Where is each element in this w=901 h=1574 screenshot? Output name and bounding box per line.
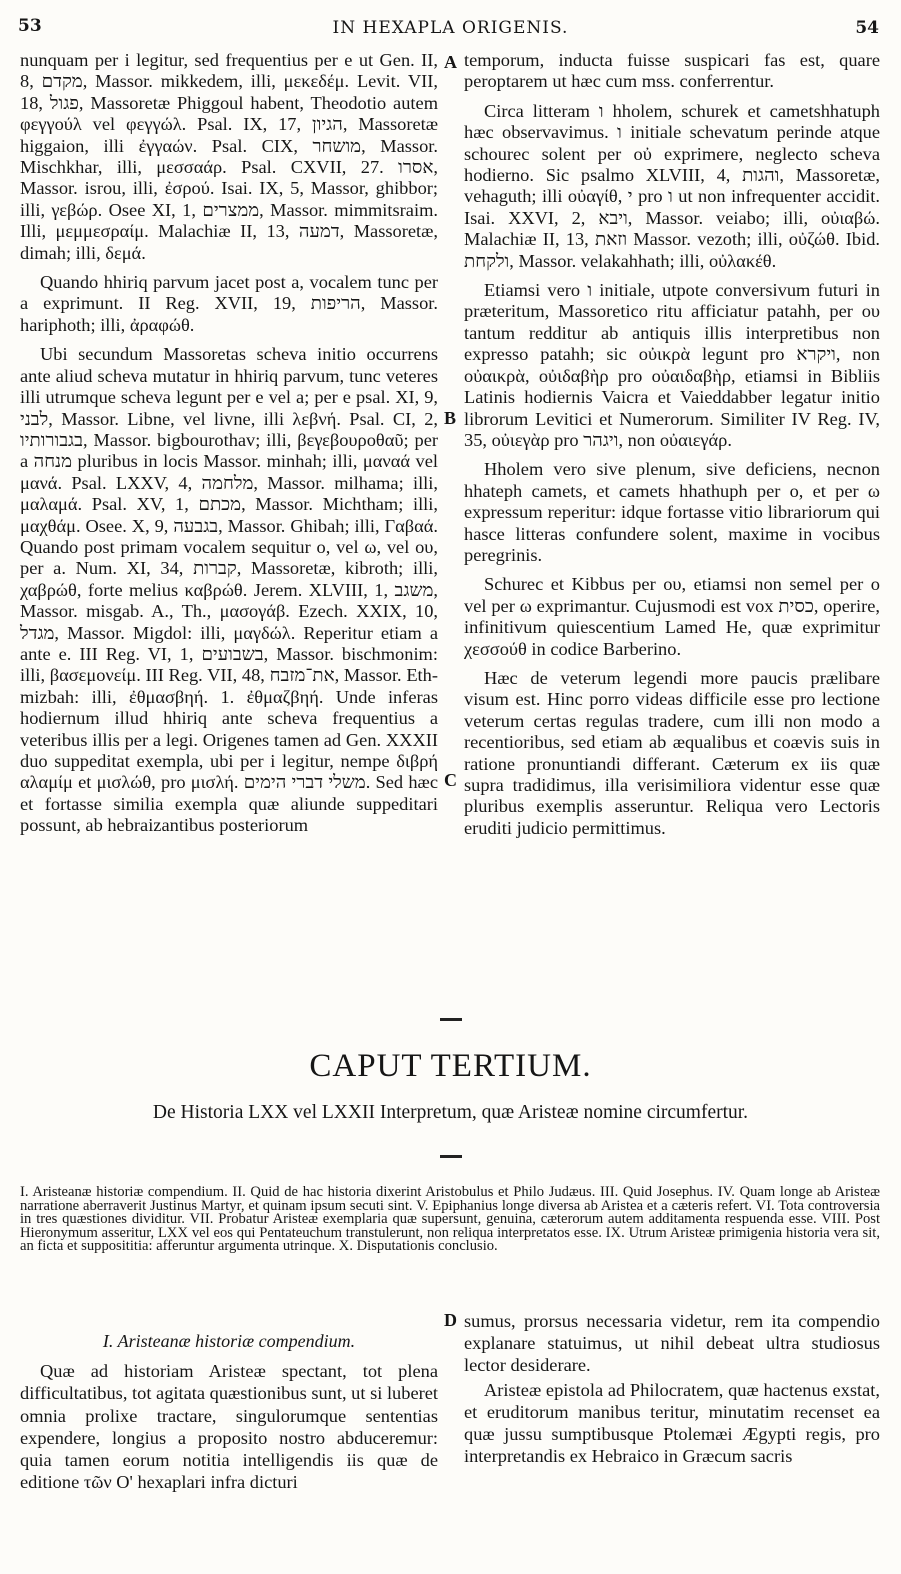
margin-mark-c: C (444, 770, 457, 790)
margin-mark-a: A (444, 52, 457, 72)
running-title: IN HEXAPLA ORIGENIS. (332, 18, 569, 38)
section-right-column (464, 1310, 880, 1469)
paragraph: Aristeæ epistola ad Philocratem, quæ hactenus exstat, et eruditorum manibus teritur, minutatim recenset ea quæ jussu sumptibusque Ptolemæi Ægypti regis, pro interpretandis ex Hebraico in Græcum sacris (464, 1379, 880, 1467)
chapter-subtitle: De Historia LXX vel LXXII Interpretum, quæ Aristeæ nomine circumfertur. (152, 1102, 749, 1123)
paragraph: sumus, prorsus necessaria videtur, rem ita compendio explanare statuimus, ut nihil debeat ultra studiosus lector desiderare. (464, 1311, 880, 1376)
page-number-right: 54 (855, 18, 879, 38)
paragraph: Ubi secundum Massoretas scheva initio occurrens ante aliud scheva mutatur in hhiriq parvum, tunc veteres illi utrumque scheva legunt per e vel a; per e psal. XI, 9, לבני, Massor. Libne, vel livne, illi λεβνή. Psal. CI, 2, בגבורותיו, Massor. bigbourothav; illi, βεγεβουροθαῦ; per a מנחה pluribus in locis Massor. minhah; illi, μαναά vel μανά. Psal. LXXV, 4, מלחמה, Massor. milhama; illi, μαλαμά. Psal. XV, 1, מכתם, Massor. Michtham; illi, μαχθάμ. Osee. X, 9, בגבעה, Massor. Ghibah; illi, Γαβαά. Quando post primam vocalem sequitur o, vel ω, vel ου, per a. Num. XI, 34, קברות, Massoretæ, kibroth; illi, χαβρώθ, forte melius καβρώθ. Jerem. XLVIII, 1, משגב, Massor. misgab. A., Th., μασογάβ. Ezech. XXIX, 10, מגדל, Massor. Migdol: illi, μαγδώλ. Reperitur etiam a ante e. III Reg. VI, 1, בשבועים, Massor. bischmonim: illi, βασεμονείμ. III Reg. VII, 48, את־מזבח, Massor. Eth-mizbah: illi, ἐθμασβηή. 1. ἐθμαζβηή. Unde inferas hodiernum illud hhiriq ante scheva frequentius a veteribus illis per a legi. Origenes tamen ad Gen. XXXII duo suppeditat exempla, ubi per i legitur, nempe διβρή αλαμίμ et μισλώθ, pro μισλή. משלי דברי הימים. Sed hæc et fortasse similia exempla quæ aliunde suppeditari possunt, ab hebraizantibus posteriorum (20, 344, 438, 836)
chapter-title: CAPUT TERTIUM. (309, 1048, 592, 1084)
paragraph: Schurec et Kibbus per ου, etiamsi non semel per o vel per ω exprimantur. Cujusmodi est vox כסית, operire, infinitivum quiescentium Lamed He, quæ exprimitur χεσσούθ in codice Barberino. (464, 574, 880, 659)
paragraph: temporum, inducta fuisse suspicari fas est, quare peroptarem ut hæc cum mss. conferrentur. (464, 50, 880, 92)
divider (440, 1018, 462, 1021)
margin-mark-b: B (444, 408, 457, 428)
paragraph: Quæ ad historiam Aristeæ spectant, tot plena difficultatibus, tot agitata quæstionibus sunt, ut si luberet omnia prolixe tractare, singulorumque sententias expendere, longius a proposito nostro abduceremur: quia tamen eorum notitia intelligendis iis quæ de editione τῶν Ο' hexaplari infra dicturi (20, 1361, 439, 1493)
paragraph: Etiamsi vero ו initiale, utpote conversivum futuri in præteritum, Massoretico ritu afficiatur patahh, per ου tantum redditur ab antiquis illis interpretibus non expresso patahh; sic οὐικρὰ legunt pro ויקרא, non οὐαικρὰ, οὐιδαβὴρ pro οὐαιδαβὴρ, etiamsi in Bibliis Latinis hodiernis Vaicra et Vaieddabber legatur initio librorum Levitici et Numerorum. Similiter IV Reg. IV, 35, οὐιεγὰρ pro ויגהר, non οὐαιεγάρ. (464, 280, 881, 450)
paragraph: nunquam per i legitur, sed frequentius per e ut Gen. II, 8, מקדם, Massor. mikkedem, illi, μεκεδέμ. Levit. VII, 18, פגול, Massoretæ Phiggoul habent, Theodotio autem φεγγούλ vel φεγγώλ. Psal. IX, 17, הגיון, Massoretæ higgaion, illi ἐγγαών. Psal. CIX, מושחר, Massor. Mischkhar, illi, μεσσαάρ. Psal. CXVII, 27. אסרו, Massor. isrou, illi, ἐσρού. Isai. IX, 5, Massor, ghibbor; illi, γεβώρ. Osee XI, 1, ממצרים, Massor. mimmitsraim. Illi, μεμμεσραίμ. Malachiæ II, 13, דמעה, Massoretæ, dimah; illi, δεμά. (20, 50, 438, 263)
right-column (464, 50, 880, 847)
section-left-column (20, 1330, 438, 1493)
chapter-summary: I. Aristeanæ historiæ compendium. II. Quid de hac historia dixerint Aristobulus et Philo Judæus. III. Quid Josephus. IV. Quam longe ab Aristeæ narratione aberraverit Justinus Martyr, et quinam ipsum secuti sint. V. Epiphanius longe diversa ab Aristea et a cæteris refert. VI. Tota controversia in tres quæstiones dividitur. VII. Probatur Aristeæ exemplaria quæ supersunt, genuina, cæterorum autem additamenta respuenda esse. VIII. Post Hieronymum asseritur, LXX vel eos qui Pentateuchum transtulerunt, non reliqua interpretatos esse. IX. Utrum Aristeæ primigenia historia vera sit, an ficta et supposititia: afferuntur argumenta utrinque. X. Disputationis conclusio. (20, 1184, 880, 1255)
paragraph: Hholem vero sive plenum, sive deficiens, necnon hhateph camets, et camets hhathuph per o, et per ω expressum reperitur: idque fortasse vitio librariorum qui hasce litteras confundere solent, maxime in vocibus peregrinis. (464, 459, 880, 565)
paragraph: Hæc de veterum legendi more paucis prælibare visum est. Hinc porro videas difficile esse pro lectione veterum certas regulas tradere, cum illi non modo a recentioribus, sed etiam ab æqualibus et coævis suis in ratione pronuntiandi differant. Cæterum ex iis quæ supra tradidimus, illa verisimiliora videntur esse quæ pluribus exemplis asseruntur. Reliqua vero Lectoris eruditi judicio permittimus. (464, 667, 880, 838)
paragraph: Circa litteram ו hholem, schurek et cametshhatuph hæc observavimus. ו initiale schevatum perinde atque schourec solent per οὐ exprimere, neglecto scheva hodierno. Sic psalmo XLVIII, 4, והגות, Massoretæ, vehaguth; illi οὐαγίθ, י pro ו ut non infrequenter accidit. Isai. XXVI, 2, ויבא, Massor. veiabo; illi, οὐιαβώ. Malachiæ II, 13, וזאת Massor. vezoth; illi, οὐζώθ. Ibid. ולקחת, Massor. velakahhath; illi, οὐλακέθ. (464, 100, 881, 271)
section-heading: I. Aristeanæ historiæ compendium. (102, 1331, 356, 1351)
paragraph: Quando hhiriq parvum jacet post a, vocalem tunc per a exprimunt. II Reg. XVII, 19, הריפות, Massor. hariphoth; illi, ἀραφώθ. (20, 272, 438, 335)
left-column (20, 50, 438, 845)
divider (440, 1155, 462, 1158)
page-header (0, 6, 901, 40)
margin-mark-d: D (444, 1310, 457, 1330)
page-number-left: 53 (18, 16, 42, 36)
